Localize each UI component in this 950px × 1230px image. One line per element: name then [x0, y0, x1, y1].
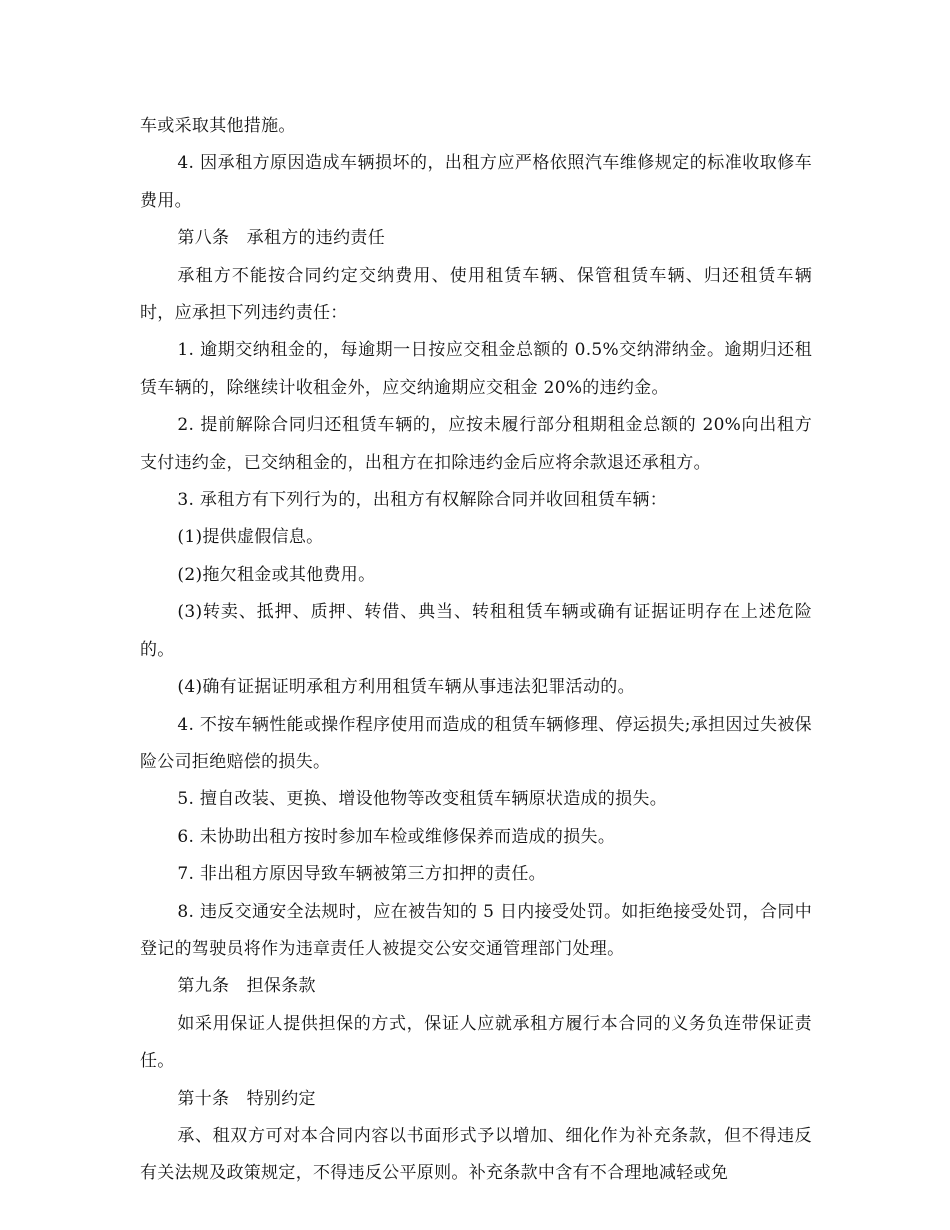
article-10-heading: 第十条 特别约定	[177, 1088, 316, 1109]
article-10-body: 承、租双方可对本合同内容以书面形式予以增加、细化作为补充条款，但不得违反有关法规及政策规定，不得违反公平原则。补充条款中含有不合理地减轻或免	[140, 1125, 812, 1184]
article-8-heading: 第八条 承租方的违约责任	[177, 228, 385, 249]
article-8-item-5: 5. 擅自改装、更换、增设他物等改变租赁车辆原状造成的损失。	[177, 789, 668, 810]
article-8-item-3-sub-3: (3)转卖、抵押、质押、转借、典当、转租租赁车辆或确有证据证明存在上述危险的。	[140, 602, 812, 660]
article-8-item-8: 8. 违反交通安全法规时，应在被告知的 5 日内接受处罚。如拒绝接受处罚，合同中登记的驾驶员将作为违章责任人被提交公安交通管理部门处理。	[140, 901, 812, 959]
document-body	[140, 108, 812, 1193]
article-8-item-3-sub-2: (2)拖欠租金或其他费用。	[177, 564, 376, 585]
article-8-item-3-sub-4: (4)确有证据证明承租方利用租赁车辆从事违法犯罪活动的。	[177, 677, 635, 698]
article-8-item-3-sub-1: (1)提供虚假信息。	[177, 527, 324, 548]
article-8-intro: 承租方不能按合同约定交纳费用、使用租赁车辆、保管租赁车辆、归还租赁车辆时，应承担下列违约责任：	[140, 265, 812, 324]
paragraph-continuation: 车或采取其他措施。	[140, 116, 296, 136]
article-8-item-6: 6. 未协助出租方按时参加车检或维修保养而造成的损失。	[177, 826, 616, 847]
article-9-heading: 第九条 担保条款	[177, 976, 316, 997]
article-8-item-1: 1. 逾期交纳租金的，每逾期一日按应交租金总额的 0.5%交纳滞纳金。逾期归还租赁车辆的，除继续计收租金外，应交纳逾期应交租金 20%的违约金。	[140, 340, 812, 398]
article-8-item-2: 2. 提前解除合同归还租赁车辆的，应按未履行部分租期租金总额的 20%向出租方支付违约金，已交纳租金的，出租方在扣除违约金后应将余款退还承租方。	[140, 415, 812, 473]
article-9-body: 如采用保证人提供担保的方式，保证人应就承租方履行本合同的义务负连带保证责任。	[140, 1013, 812, 1072]
article-8-item-3: 3. 承租方有下列行为的，出租方有权解除合同并收回租赁车辆：	[177, 490, 668, 511]
article-8-item-7: 7. 非出租方原因导致车辆被第三方扣押的责任。	[177, 864, 546, 885]
article-8-item-4: 4. 不按车辆性能或操作程序使用而造成的租赁车辆修理、停运损失;承担因过失被保险公司拒绝赔偿的损失。	[140, 714, 812, 772]
clause-7-item-4: 4. 因承租方原因造成车辆损坏的，出租方应严格依照汽车维修规定的标准收取修车费用。	[140, 153, 812, 211]
